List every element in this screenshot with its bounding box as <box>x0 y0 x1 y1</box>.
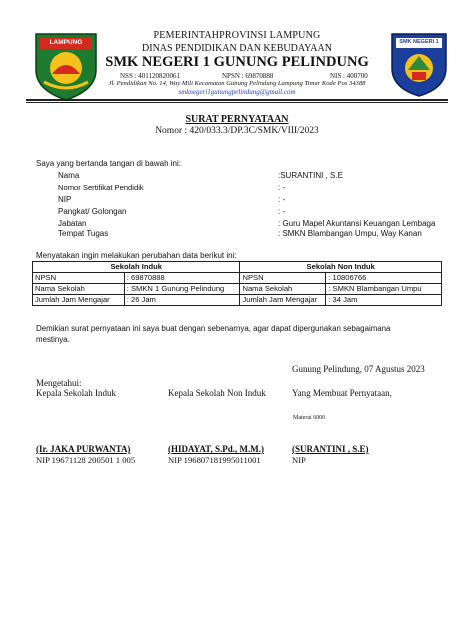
field-label: NIP <box>58 195 72 204</box>
field-value: : - <box>278 183 286 192</box>
school-name: SMK NEGERI 1 GUNUNG PELINDUNG <box>105 54 369 70</box>
sig-name-right: (SURANTINI , S.E) <box>292 444 369 454</box>
cell-label: NPSN <box>33 273 125 284</box>
field-label: Nomor Sertifikat Pendidik <box>58 183 144 192</box>
field-label: Nama <box>58 171 80 180</box>
field-value: : Guru Mapel Akuntansi Keuangan Lembaga <box>278 219 436 228</box>
sig-nip-left: NIP 19671128 200501 1 005 <box>36 455 136 465</box>
cell-value: : SMKN 1 Gunung Pelindung <box>124 284 240 295</box>
materai-label: Materai 6000 <box>293 415 326 421</box>
field-value: : SMKN Blambangan Umpu, Way Kanan <box>278 229 422 238</box>
header-school-induk: Sekolah Induk <box>33 262 240 273</box>
lampung-logo-text: LAMPUNG <box>49 39 83 46</box>
sig-nip-right: NIP <box>292 455 306 465</box>
table-row <box>33 295 442 306</box>
npsn-text: NPSN : 69870888 <box>222 72 274 80</box>
field-label: Jabatan <box>58 219 87 228</box>
table-row <box>33 284 442 295</box>
place-date: Gunung Pelindung, 07 Agustus 2023 <box>292 364 425 374</box>
header-divider-thick <box>26 99 448 101</box>
document-number: Nomor : 420/033.3/DP.3C/SMK/VIII/2023 <box>155 126 319 136</box>
sig-name-left: (Ir. JAKA PURWANTA) <box>36 444 131 454</box>
statement-text: Menyatakan ingin melakukan perubahan data berikut ini: <box>36 251 237 260</box>
table-header-row <box>33 262 442 273</box>
cell-value: : SMKN Blambangan Umpu <box>326 284 442 295</box>
field-label: Pangkat/ Golongan <box>58 207 127 216</box>
dept-line: DINAS PENDIDIKAN DAN KEBUDAYAAN <box>142 43 332 54</box>
cell-value: : 34 Jam <box>326 295 442 306</box>
cell-value: : 69870888 <box>124 273 240 284</box>
cell-label: Jumlah Jam Mengajar <box>240 295 326 306</box>
header-divider-thin <box>26 102 448 103</box>
field-value: : - <box>278 195 286 204</box>
school-comparison-table <box>32 261 442 306</box>
sig-title-mid: Kepala Sekolah Non Induk <box>168 388 266 398</box>
document-title: SURAT PERNYATAAN <box>185 114 289 125</box>
header-school-non-induk: Sekolah Non Induk <box>240 262 442 273</box>
nis-text: NIS : 400700 <box>330 72 368 80</box>
field-value: :SURANTINI , S.E <box>278 171 343 180</box>
cell-label: Nama Sekolah <box>33 284 125 295</box>
school-logo-text: SMK NEGERI 1 <box>399 39 439 45</box>
cell-value: : 26 Jam <box>124 295 240 306</box>
closing-text-cont: mestinya. <box>36 335 70 344</box>
sig-title-right: Yang Membuat Pernyataan, <box>292 388 392 398</box>
mengetahui-label: Mengetahui: <box>36 378 82 388</box>
cell-label: Nama Sekolah <box>240 284 326 295</box>
intro-text: Saya yang bertanda tangan di bawah ini: <box>36 159 181 168</box>
nss-text: NSS : 401120820061 <box>120 72 181 80</box>
field-label: Tempat Tugas <box>58 229 109 238</box>
sig-title-left: Kepala Sekolah Induk <box>36 388 116 398</box>
address-text: Jl. Pendidikan No. 14, Way Mili Kecamatan Gunung Pelindung Lampung Timur Kode Pos 34388 <box>108 80 366 87</box>
field-value: : - <box>278 207 286 216</box>
gov-line: PEMERINTAHPROVINSI LAMPUNG <box>153 30 321 41</box>
sig-nip-mid: NIP 196807181995011001 <box>168 455 261 465</box>
cell-value: : 10806766 <box>326 273 442 284</box>
closing-text: Demikian surat pernyataan ini saya buat dengan sebenarnya, agar dapat dipergunakan sebagaimana <box>36 324 391 333</box>
cell-label: Jumlah Jam Mengajar <box>33 295 125 306</box>
sig-name-mid: (HIDAYAT, S.Pd., M.M.) <box>168 444 265 454</box>
cell-label: NPSN <box>240 273 326 284</box>
table-row <box>33 273 442 284</box>
email-link[interactable]: smknegeri1gunungpelindung@gmail.com <box>178 88 296 96</box>
